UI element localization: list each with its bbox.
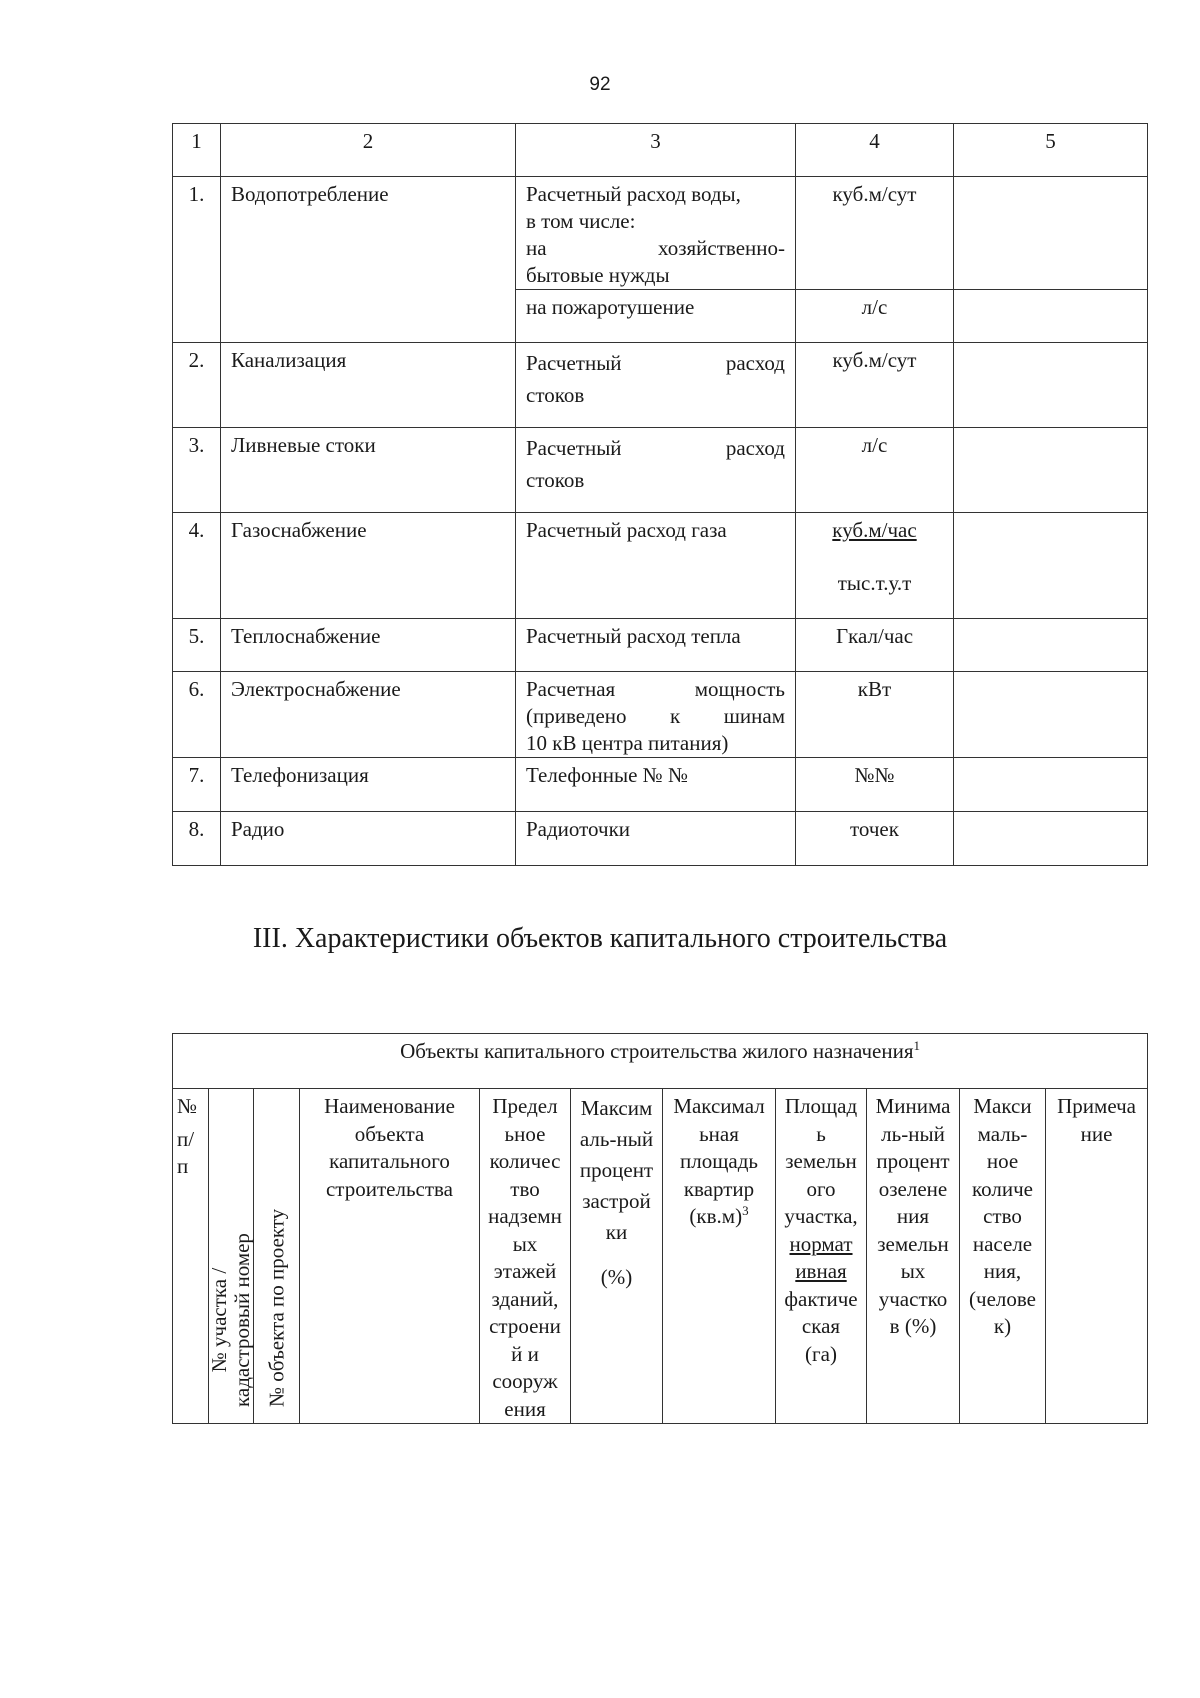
row-number: 4.: [173, 513, 221, 619]
header-object-name: Наименование объекта капитального строительства: [300, 1089, 480, 1424]
row-unit: №№: [796, 758, 954, 812]
header-plot-area: Площад ь земельн ого участка, нормат ивная фактиче ская (га): [776, 1089, 867, 1424]
section-title: III. Характеристики объектов капитального строительства: [252, 923, 948, 954]
vertical-label: № объекта по проекту: [264, 1208, 288, 1407]
table-caption: Объекты капитального строительства жилого назначения$^1$: [173, 1034, 1148, 1089]
row-unit: л/с: [796, 290, 954, 343]
row-value: [954, 672, 1148, 758]
row-unit: Гкал/час: [796, 619, 954, 672]
row-number: 6.: [173, 672, 221, 758]
row-value: [954, 343, 1148, 428]
param-line: стоков: [526, 468, 585, 492]
row-number: 3.: [173, 428, 221, 513]
header-cell: 2: [221, 124, 516, 177]
table-row: [173, 758, 1148, 812]
table-row: [173, 812, 1148, 866]
header-object-number: [254, 1089, 300, 1424]
row-unit: [796, 513, 954, 619]
row-name: Радио: [221, 812, 516, 866]
row-unit: кВт: [796, 672, 954, 758]
row-value: [954, 513, 1148, 619]
row-name: Электроснабжение: [221, 672, 516, 758]
row-name: Газоснабжение: [221, 513, 516, 619]
header-apartment-area: Максимал ьная площадь квартир $(кв.м)^3$: [663, 1089, 776, 1424]
param-line: стоков: [526, 383, 585, 407]
row-unit: куб.м/сут: [796, 343, 954, 428]
header-greening: Минима ль-ный процент озелене ния земельн ых участко в (%): [867, 1089, 960, 1424]
header-row-number: № п/ п: [173, 1089, 209, 1424]
row-param: [516, 177, 796, 290]
row-value: [954, 428, 1148, 513]
header-cell: 3: [516, 124, 796, 177]
table-row: [173, 672, 1148, 758]
row-name: Канализация: [221, 343, 516, 428]
row-param: [516, 428, 796, 513]
row-number: 7.: [173, 758, 221, 812]
row-unit: л/с: [796, 428, 954, 513]
param-line: Расчетная мощность: [526, 677, 785, 701]
row-number: 2.: [173, 343, 221, 428]
row-param: Телефонные № №: [516, 758, 796, 812]
param-line: в том числе:: [526, 209, 636, 233]
table-row: [173, 177, 1148, 290]
row-number: 5.: [173, 619, 221, 672]
param-line: бытовые нужды: [526, 263, 670, 287]
row-unit: точек: [796, 812, 954, 866]
header-coverage: Максим аль-ный процент застрой ки (%): [571, 1089, 663, 1424]
table-caption-row: [173, 1034, 1148, 1089]
param-line: Расчетный расход воды,: [526, 182, 741, 206]
row-value: [954, 619, 1148, 672]
row-param: на пожаротушение: [516, 290, 796, 343]
header-cell: 5: [954, 124, 1148, 177]
table-row: [173, 619, 1148, 672]
row-name: Теплоснабжение: [221, 619, 516, 672]
row-param: Радиоточки: [516, 812, 796, 866]
param-line: (приведено к шинам: [526, 704, 785, 728]
param-line: 10 кВ центра питания): [526, 731, 729, 755]
vertical-label: № участка / кадастровый номер: [207, 1233, 254, 1407]
param-line: Расчетный расход: [526, 351, 785, 375]
param-line: Расчетный расход: [526, 436, 785, 460]
header-notes: Примеча ние: [1046, 1089, 1148, 1424]
header-cell: 4: [796, 124, 954, 177]
unit-line: тыс.т.у.т: [837, 571, 912, 595]
row-unit: куб.м/сут: [796, 177, 954, 290]
row-param: [516, 672, 796, 758]
row-param: Расчетный расход тепла: [516, 619, 796, 672]
row-param: Расчетный расход газа: [516, 513, 796, 619]
page-number: 92: [589, 74, 611, 95]
table-row: [173, 513, 1148, 619]
row-value: [954, 812, 1148, 866]
table-row: [173, 343, 1148, 428]
row-name: Телефонизация: [221, 758, 516, 812]
row-param: [516, 343, 796, 428]
row-name: Водопотребление: [221, 177, 516, 343]
row-number: 1.: [173, 177, 221, 343]
row-name: Ливневые стоки: [221, 428, 516, 513]
footnote-marker: 3: [742, 1203, 749, 1218]
unit-line: куб.м/час: [832, 518, 917, 542]
footnote-marker: 1: [913, 1038, 920, 1053]
utilities-table: [172, 123, 1148, 866]
param-line: на хозяйственно-: [526, 236, 785, 260]
row-value: [954, 758, 1148, 812]
header-plot-number: [209, 1089, 254, 1424]
row-value: [954, 290, 1148, 343]
header-floors: Предел ьное количес тво надземн ых этажей зданий, строени й и сооруж ения: [480, 1089, 571, 1424]
row-value: [954, 177, 1148, 290]
residential-objects-table: [172, 1033, 1148, 1424]
header-cell: 1: [173, 124, 221, 177]
header-population: Макси маль- ное количе ство населе ния, (челове к): [960, 1089, 1046, 1424]
table-header-row: [173, 124, 1148, 177]
row-number: 8.: [173, 812, 221, 866]
table-header-row: [173, 1089, 1148, 1424]
table-row: [173, 428, 1148, 513]
